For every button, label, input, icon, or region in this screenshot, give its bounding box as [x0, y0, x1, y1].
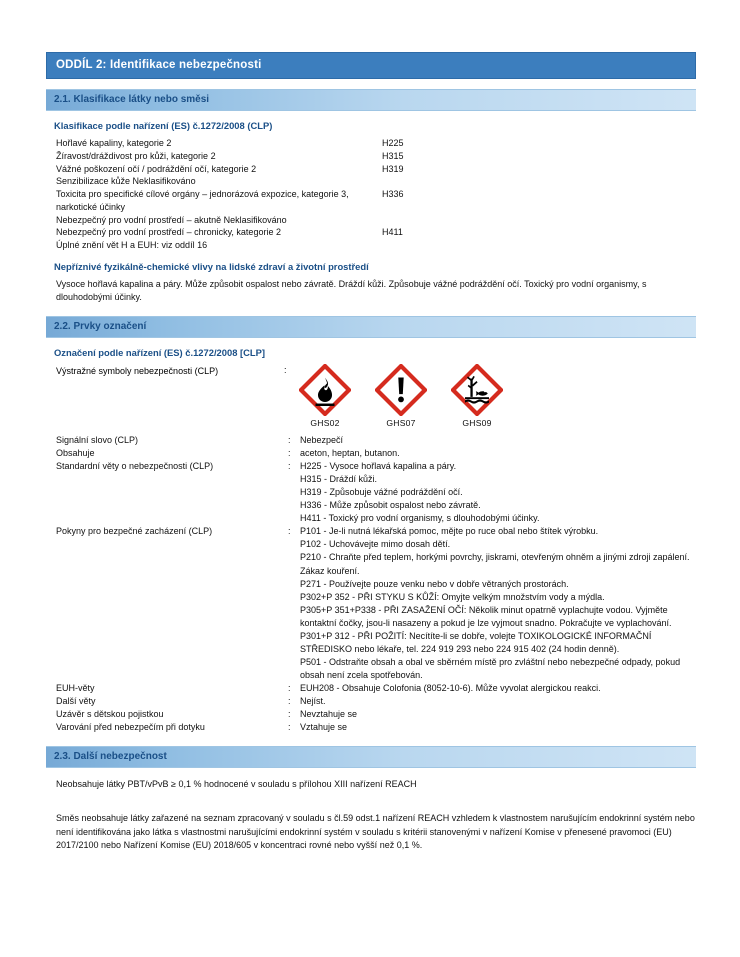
row-value-line: P271 - Používejte pouze venku nebo v dobře větraných prostorách. [300, 578, 569, 589]
classification-list [56, 137, 696, 252]
table-row [56, 239, 696, 252]
row-colon: : [288, 461, 291, 472]
row-label: Obsahuje [56, 448, 95, 459]
row-value-line: Vztahuje se [300, 722, 348, 733]
labelling-heading: Označení podle nařízení (ES) č.1272/2008 [CLP] [54, 346, 266, 358]
label-row-other-statements [56, 695, 696, 708]
endocrine-disruptor-paragraph: Směs neobsahuje látky zařazené na seznam zpracovaný v souladu s čl.59 odst.1 nařízení REACH vzhledem k vlastnostem narušujícím endokrinní systém nebo není identifikována jako látka s vlastnostmi narušujícími endokrinní systém v souladu s kritérii stanovenými v nařízení Komise v přenesené pravomoci (EU) 2017/2100 nebo Nařízení Komise (EU) 2018/605 v koncentraci rovné nebo vyšší než 0,1 %. [56, 813, 695, 851]
row-value-line: H319 - Způsobuje vážné podráždění očí. [300, 487, 463, 498]
subsection-header-2-3: 2.3. Další nebezpečnost [46, 746, 696, 768]
row-label: Další věty [56, 695, 96, 706]
classification-heading: Klasifikace podle nařízení (ES) č.1272/2008 (CLP) [54, 119, 273, 131]
row-label: Uzávěr s dětskou pojistkou [56, 709, 164, 720]
row-colon: : [288, 526, 291, 537]
label-row-tactile-warning [56, 721, 696, 734]
table-row [56, 188, 696, 214]
row-value-line: P501 - Odstraňte obsah a obal ve sběrném místě pro zvláštní nebo nebezpečné odpady, pokud obsah není zcela spotřebován. [300, 656, 681, 680]
row-value [300, 708, 696, 721]
row-value [300, 525, 696, 682]
exclamation-mark-icon [375, 364, 427, 416]
row-value-line: P101 - Je-li nutná lékařská pomoc, mějte po ruce obal nebo štítek výrobku. [300, 526, 599, 537]
flame-icon [299, 364, 351, 416]
label-row-precautionary-statements [56, 525, 696, 682]
pictogram-caption: GHS07 [386, 418, 416, 429]
classification-code [382, 239, 462, 252]
section-header-oddil-2: ODDÍL 2: Identifikace nebezpečnosti [46, 52, 696, 79]
pictogram-set [296, 364, 506, 428]
classification-code: H319 [382, 163, 404, 174]
row-value-line: P102 - Uchovávejte mimo dosah dětí. [300, 539, 451, 550]
classification-code: H225 [382, 138, 404, 148]
classification-label: Hořlavé kapaliny, kategorie 2 [56, 138, 172, 148]
table-row [56, 150, 696, 163]
row-value [300, 695, 696, 708]
label-row-child-resistant-fastening [56, 708, 696, 721]
row-value-line: Nevztahuje se [300, 709, 358, 720]
classification-code [382, 214, 462, 227]
row-value [300, 447, 696, 460]
row-label: Standardní věty o nebezpečnosti (CLP) [56, 461, 214, 472]
classification-label: Nebezpečný pro vodní prostředí – chronicky, kategorie 2 [56, 227, 281, 238]
classification-code: H336 [382, 189, 404, 200]
row-value [300, 434, 696, 447]
row-colon: : [288, 695, 291, 706]
classification-label: Úplné znění vět H a EUH: viz oddíl 16 [56, 240, 208, 251]
classification-label: Vážné poškození očí / podráždění očí, kategorie 2 [56, 163, 257, 174]
environment-icon [451, 364, 503, 416]
subsection-header-2-2: 2.2. Prvky označení [46, 316, 696, 338]
pictogram-ghs09 [448, 364, 506, 428]
row-value-line: H225 - Vysoce hořlavá kapalina a páry. [300, 461, 457, 472]
row-value-line: H411 - Toxický pro vodní organismy, s dlouhodobými účinky. [300, 513, 540, 524]
table-row [56, 226, 696, 239]
label-row-hazard-statements [56, 460, 696, 525]
row-colon: : [288, 722, 291, 733]
row-label: Signální slovo (CLP) [56, 435, 139, 446]
labelling-rows [56, 434, 696, 734]
pictogram-caption: GHS02 [310, 418, 340, 429]
row-value-line: P301+P 312 - PŘI POŽITÍ: Necítíte-li se dobře, volejte TOXIKOLOGICKÉ INFORMAČNÍ STŘEDISKO nebo lékaře, tel. 224 919 293 nebo 224 915 402 (24 hodin denně). [300, 630, 652, 654]
classification-label: Senzibilizace kůže Neklasifikováno [56, 176, 196, 187]
classification-label: Žíravost/dráždivost pro kůži, kategorie 2 [56, 150, 216, 161]
table-row [56, 163, 696, 176]
pictogram-row-label: Výstražné symboly nebezpečnosti (CLP) [56, 366, 219, 377]
document-content [46, 52, 696, 853]
pictogram-ghs02 [296, 364, 354, 428]
row-value [300, 721, 696, 734]
pbt-vpvb-paragraph: Neobsahuje látky PBT/vPvB ≥ 0,1 % hodnocené v souladu s přílohou XIII nařízení REACH [56, 778, 417, 789]
row-colon: : [288, 709, 291, 720]
row-value-line: Nebezpečí [300, 435, 344, 446]
row-value-line: aceton, heptan, butanon. [300, 448, 400, 459]
row-value-line: P210 - Chraňte před teplem, horkými povrchy, jiskrami, otevřeným ohněm a jinými zdroji zapálení. Zákaz kouření. [300, 552, 690, 576]
row-value-line: H315 - Dráždí kůži. [300, 474, 378, 485]
row-colon: : [288, 448, 291, 459]
label-row-contains [56, 447, 696, 460]
classification-label: Nebezpečný pro vodní prostředí – akutně Neklasifikováno [56, 214, 287, 225]
row-colon: : [288, 435, 291, 446]
table-row [56, 214, 696, 227]
pictogram-row-colon: : [284, 365, 287, 376]
label-row-euh-statements [56, 682, 696, 695]
classification-label: Toxicita pro specifické cílové orgány – jednorázová expozice, kategorie 3, narkotické účinky [56, 189, 349, 212]
row-value-line: P302+P 352 - PŘI STYKU S KŮŽÍ: Omyjte velkým množstvím vody a mýdla. [300, 591, 605, 602]
classification-code: H315 [382, 150, 404, 161]
label-row-signal-word [56, 434, 696, 447]
row-value-line: P305+P 351+P338 - PŘI ZASAŽENÍ OČÍ: Několik minut opatrně vyplachujte vodou. Vyjměte kontaktní čočky, jsou-li nasazeny a pokud je lze vyjmout snadno. Pokračujte ve vyplachování. [300, 604, 672, 628]
row-label: Pokyny pro bezpečné zacházení (CLP) [56, 526, 213, 537]
pictogram-row [56, 364, 696, 428]
row-label: EUH-věty [56, 682, 95, 693]
classification-code: H411 [382, 227, 403, 238]
pictogram-caption: GHS09 [462, 418, 492, 429]
table-row [56, 137, 696, 150]
adverse-effects-text: Vysoce hořlavá kapalina a páry. Může způsobit ospalost nebo závratě. Dráždí kůži. Způsobuje vážné podráždění očí. Toxický pro vodní organismy, s dlouhodobými účinky. [56, 279, 647, 303]
row-value-line: EUH208 - Obsahuje Colofonia (8052-10-6). Může vyvolat alergickou reakci. [300, 682, 601, 693]
subsection-header-2-1: 2.1. Klasifikace látky nebo směsi [46, 89, 696, 111]
row-label: Varování před nebezpečím při dotyku [56, 722, 205, 733]
table-row [56, 175, 696, 188]
adverse-effects-heading: Nepříznivé fyzikálně-chemické vlivy na lidské zdraví a životní prostředí [54, 260, 369, 272]
classification-code [382, 175, 462, 188]
row-value [300, 460, 696, 525]
pictogram-ghs07 [372, 364, 430, 428]
row-value-line: Nejíst. [300, 695, 326, 706]
row-colon: : [288, 682, 291, 693]
row-value-line: H336 - Může způsobit ospalost nebo závratě. [300, 500, 481, 511]
row-value [300, 682, 696, 695]
